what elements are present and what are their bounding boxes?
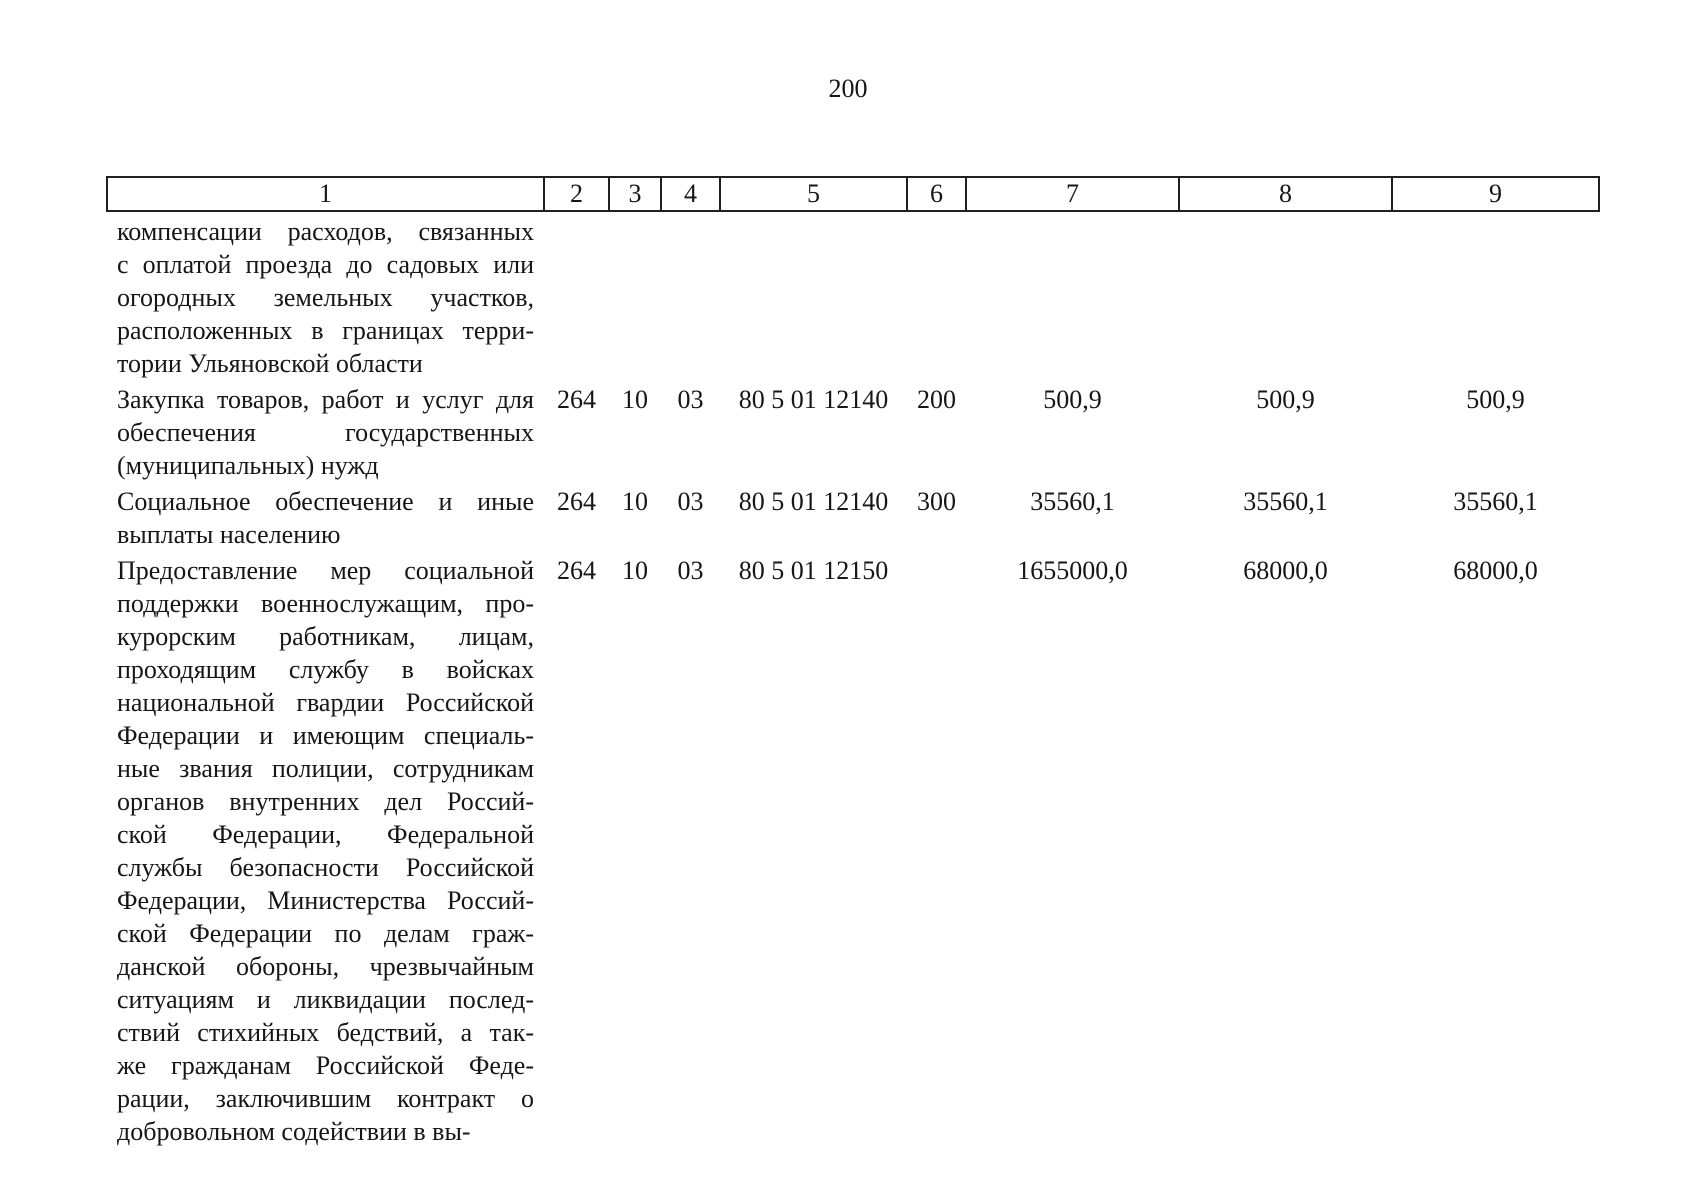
subsection-code: 03 <box>677 556 704 585</box>
section-code: 10 <box>622 556 648 585</box>
amount-col-9 <box>1392 211 1599 380</box>
description-line: добровольном содействии в вы- <box>117 1117 471 1146</box>
target-item-code <box>720 211 907 380</box>
expense-type-code <box>907 211 966 380</box>
description-line: тории Ульяновской области <box>117 349 423 378</box>
page-number: 200 <box>828 74 868 103</box>
description-line: же гражданам Российской Феде- <box>117 1051 534 1080</box>
amount-col-7: 1655000,0 <box>1017 556 1128 585</box>
amount-col-8: 35560,1 <box>1243 487 1328 516</box>
description-line: Социальное обеспечение и иные <box>117 487 534 516</box>
subsection-code <box>661 211 720 380</box>
target-item-code: 80 5 01 12140 <box>738 385 889 414</box>
header-cell-5: 5 <box>720 177 907 211</box>
description-line: национальной гвардии Российской <box>117 688 534 717</box>
subsection-code: 03 <box>677 487 704 516</box>
description-line: Федерации, Министерства Россий- <box>117 886 534 915</box>
ministry-code <box>544 211 609 380</box>
amount-col-8: 500,9 <box>1256 385 1315 414</box>
header-cell-7: 7 <box>966 177 1179 211</box>
description-line: ствий стихийных бедствий, а так- <box>117 1018 534 1047</box>
description-line: поддержки военнослужащим, про- <box>117 589 534 618</box>
ministry-code: 264 <box>557 385 596 414</box>
description-line: обеспечения государственных <box>117 418 534 447</box>
ministry-code: 264 <box>557 556 596 585</box>
amount-col-7: 500,9 <box>1043 385 1102 414</box>
expense-type-code: 200 <box>917 385 956 414</box>
header-cell-8: 8 <box>1179 177 1392 211</box>
description-line: Предоставление мер социальной <box>117 556 534 585</box>
description-line: ситуациям и ликвидации послед- <box>117 985 534 1014</box>
header-cell-9: 9 <box>1392 177 1599 211</box>
row-description <box>107 211 544 380</box>
description-line: компенсации расходов, связанных <box>117 217 534 246</box>
table-row <box>107 482 1599 551</box>
subsection-code: 03 <box>677 385 704 414</box>
target-item-code: 80 5 01 12150 <box>738 556 889 585</box>
amount-col-9: 500,9 <box>1466 385 1525 414</box>
table-header <box>107 177 1599 211</box>
amount-col-9: 68000,0 <box>1453 556 1538 585</box>
section-code <box>609 211 661 380</box>
table-body <box>107 211 1599 1148</box>
description-line: огородных земельных участков, <box>117 283 534 312</box>
header-cell-1: 1 <box>107 177 544 211</box>
section-code: 10 <box>622 385 648 414</box>
amount-col-7: 35560,1 <box>1030 487 1115 516</box>
header-row <box>107 177 1599 211</box>
description-line: выплаты населению <box>117 520 341 549</box>
description-line: ской Федерации, Федеральной <box>117 820 534 849</box>
description-line: рации, заключившим контракт о <box>117 1084 534 1113</box>
description-line: ской Федерации по делам граж- <box>117 919 534 948</box>
budget-table <box>106 176 1600 1148</box>
header-cell-3: 3 <box>609 177 661 211</box>
target-item-code: 80 5 01 12140 <box>738 487 889 516</box>
expense-type-code <box>907 551 966 1148</box>
description-line: Федерации и имеющим специаль- <box>117 721 534 750</box>
header-cell-2: 2 <box>544 177 609 211</box>
description-line: органов внутренних дел Россий- <box>117 787 534 816</box>
amount-col-9: 35560,1 <box>1453 487 1538 516</box>
header-cell-6: 6 <box>907 177 966 211</box>
description-line: Закупка товаров, работ и услуг для <box>117 385 534 414</box>
table-row <box>107 380 1599 482</box>
amount-col-7 <box>966 211 1179 380</box>
description-line: проходящим службу в войсках <box>117 655 534 684</box>
description-line: данской обороны, чрезвычайным <box>117 952 534 981</box>
amount-col-8 <box>1179 211 1392 380</box>
ministry-code: 264 <box>557 487 596 516</box>
expense-type-code: 300 <box>917 487 956 516</box>
table-row <box>107 551 1599 1148</box>
description-line: курорским работникам, лицам, <box>117 622 534 651</box>
description-line: (муниципальных) нужд <box>117 451 379 480</box>
row-description <box>107 482 544 551</box>
description-line: с оплатой проезда до садовых или <box>117 250 534 279</box>
description-line: расположенных в границах терри- <box>117 316 534 345</box>
row-description <box>107 551 544 1148</box>
table-row <box>107 211 1599 380</box>
header-cell-4: 4 <box>661 177 720 211</box>
description-line: ные звания полиции, сотрудникам <box>117 754 534 783</box>
section-code: 10 <box>622 487 648 516</box>
amount-col-8: 68000,0 <box>1243 556 1328 585</box>
description-line: службы безопасности Российской <box>117 853 534 882</box>
row-description <box>107 380 544 482</box>
